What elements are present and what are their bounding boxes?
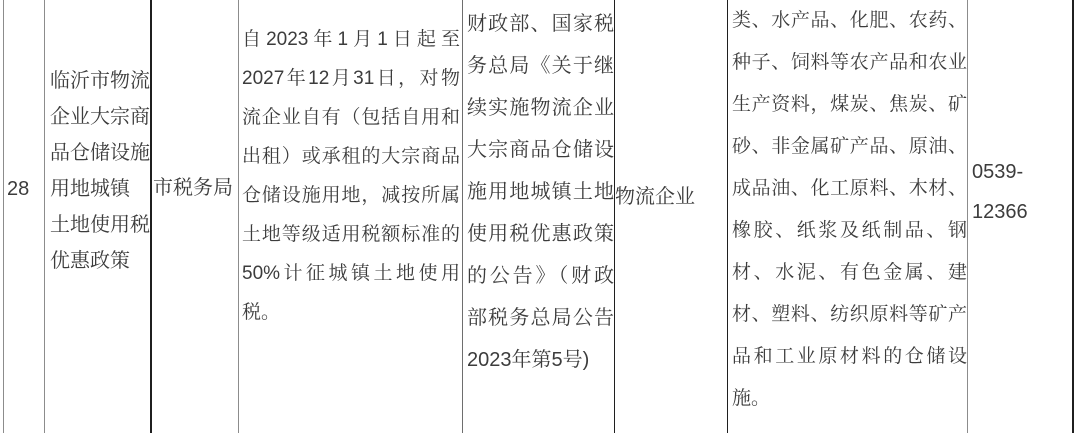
text-line: 大宗商品仓储设 xyxy=(467,139,614,161)
text-line: 使用税优惠政策 xyxy=(467,223,614,245)
text-line: 的公告》（财政 xyxy=(467,265,614,287)
cell-department xyxy=(152,0,239,433)
text-line: 部税务总局公告 xyxy=(467,307,614,329)
text-line: 市税务局 xyxy=(153,177,233,199)
text-line: 品仓储设施 xyxy=(50,142,150,164)
text-line: 类、水产品、化肥、农药、 xyxy=(732,10,967,31)
cell-row-number xyxy=(3,0,45,433)
text-line: 出租）或承租的大宗商品 xyxy=(242,146,460,167)
text-line: 企业大宗商 xyxy=(50,106,150,128)
text-line: 施用地城镇土地 xyxy=(467,181,614,203)
text-line: 种子、饲料等农产品和农业 xyxy=(732,52,967,73)
text-line: 财政部、国家税 xyxy=(467,13,614,35)
text-line: 用地城镇 xyxy=(50,178,130,200)
table-row xyxy=(3,0,1080,433)
text-line: 施。 xyxy=(732,388,771,409)
text-line: 土地等级适用税额标准的 xyxy=(242,224,460,245)
cell-hotline-phone xyxy=(968,0,1074,433)
cell-policy-content xyxy=(239,0,463,433)
text-line: 仓储设施用地，减按所属 xyxy=(242,185,460,206)
text-line: 砂、非金属矿产品、原油、 xyxy=(732,136,967,157)
text-line: 生产资料，煤炭、焦炭、矿 xyxy=(732,94,967,115)
cell-policy-basis xyxy=(463,0,615,433)
text-line: 材、水泥、有色金属、建 xyxy=(732,262,967,283)
text-line: 2027年12月31日，对物 xyxy=(242,68,460,89)
text-line: 物流企业 xyxy=(615,186,695,208)
text-line: 续实施物流企业 xyxy=(467,97,614,119)
text-line: 成品油、化工原料、木材、 xyxy=(732,178,967,199)
text-line: 自2023年1月1日起至 xyxy=(242,29,460,50)
cell-policy-name xyxy=(45,0,152,433)
text-line: 2023年第5号) xyxy=(467,349,590,371)
text-line: 12366 xyxy=(972,201,1028,223)
text-line: 临沂市物流 xyxy=(50,70,150,92)
text-line: 橡胶、纸浆及纸制品、钢 xyxy=(732,220,967,241)
cell-target-entities xyxy=(615,0,728,433)
text-line: 50%计征城镇土地使用 xyxy=(242,263,460,284)
text-line: 0539- xyxy=(972,161,1024,183)
text-line: 土地使用税 xyxy=(50,214,150,236)
text-line: 优惠政策 xyxy=(50,250,130,272)
cell-scope-description xyxy=(728,0,968,433)
text-line: 税。 xyxy=(242,302,281,323)
text-line: 流企业自有（包括自用和 xyxy=(242,107,460,128)
text-line: 务总局《关于继 xyxy=(467,55,614,77)
text-line: 28 xyxy=(7,178,30,200)
text-line: 品和工业原材料的仓储设 xyxy=(732,346,967,367)
text-line: 材、塑料、纺织原料等矿产 xyxy=(732,304,967,325)
